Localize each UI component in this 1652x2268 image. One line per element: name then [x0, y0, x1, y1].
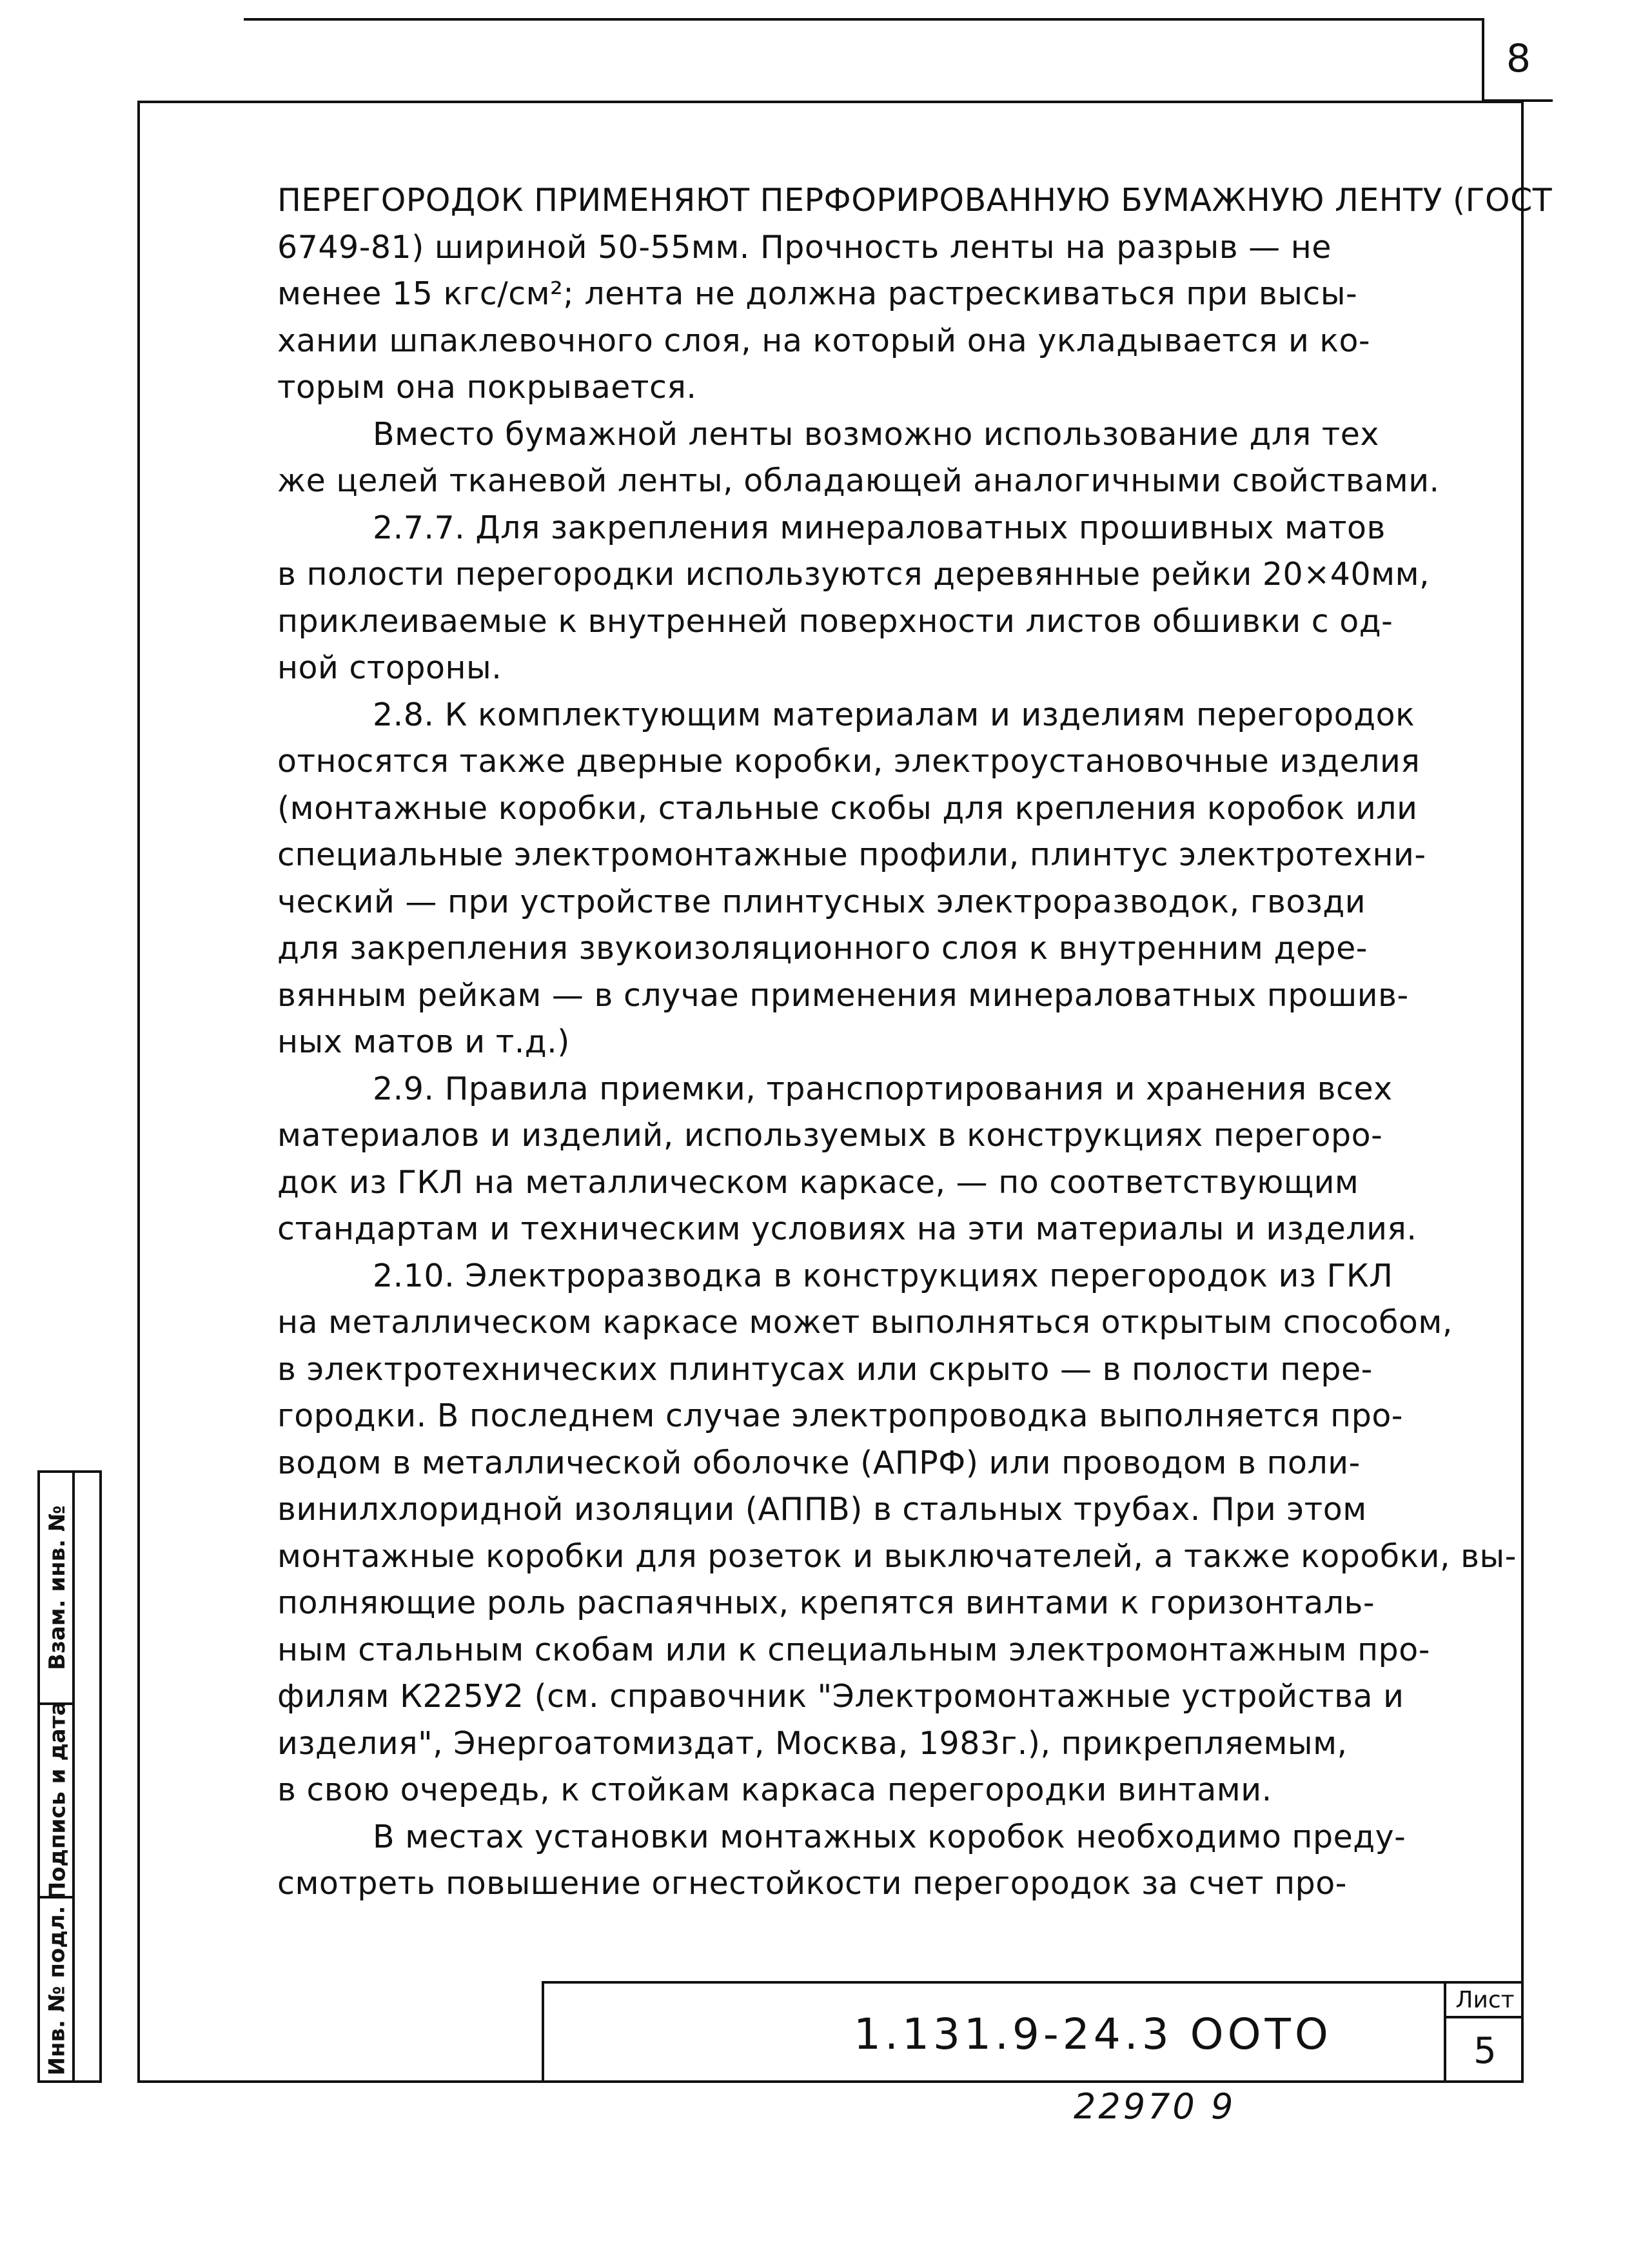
page-number: 8 [1482, 18, 1553, 102]
sheet-number: 5 [1473, 2029, 1497, 2072]
text-line: 2.10. Электроразводка в конструкциях перегородок из ГКЛ [373, 1257, 1393, 1294]
text-line: ческий — при устройстве плинтусных электроразводок, гвозди [277, 883, 1366, 920]
side-cell-vzam-inv [40, 1473, 75, 1705]
sheet-column [1444, 1984, 1524, 2083]
text-line: же целей тканевой ленты, обладающей аналогичными свойствами. [277, 462, 1440, 499]
text-line: 2.9. Правила приемки, транспортирования и хранения всех [373, 1070, 1393, 1107]
text-line: вянным рейкам — в случае применения минераловатных прошив- [277, 976, 1409, 1014]
text-line: в полости перегородки используются деревянные рейки 20×40мм, [277, 556, 1430, 593]
text-line: материалов и изделий, используемых в конструкциях перегоро- [277, 1117, 1383, 1154]
text-line: городки. В последнем случае электропроводка выполняется про- [277, 1397, 1403, 1434]
body-text [277, 177, 1553, 1908]
text-line: водом в металлической оболочке (АПРФ) или проводом в поли- [277, 1444, 1361, 1481]
text-line: филям К225У2 (см. справочник "Электромонтажные устройства и [277, 1678, 1404, 1715]
text-line: относятся также дверные коробки, электроустановочные изделия [277, 743, 1421, 780]
side-stamp-table [37, 1470, 102, 2083]
top-border-line [244, 18, 1482, 21]
sheet-label: Лист [1446, 1984, 1524, 2018]
side-label-inv-podl: Инв. № подл. [44, 1906, 70, 2076]
text-line: 2.7.7. Для закрепления минераловатных прошивных матов [373, 509, 1386, 546]
text-line: В местах установки монтажных коробок необходимо преду- [373, 1818, 1406, 1855]
text-line: Вместо бумажной ленты возможно использование для тех [373, 415, 1379, 453]
text-line: ным стальным скобам или к специальным электромонтажным про- [277, 1631, 1430, 1668]
side-stamp-label-column [40, 1473, 75, 2080]
text-line: менее 15 кгс/см²; лента не должна растрескиваться при высы- [277, 275, 1358, 312]
side-cell-signature-date [40, 1701, 75, 1900]
text-line: монтажные коробки для розеток и выключателей, а также коробки, вы- [277, 1537, 1517, 1575]
text-line: 6749-81) шириной 50-55мм. Прочность ленты на разрыв — не [277, 228, 1332, 266]
archive-stamp: 22970 9 [1074, 2086, 1236, 2127]
text-line: 2.8. К комплектующим материалам и изделиям перегородок [373, 696, 1415, 733]
text-line: на металлическом каркасе может выполняться открытым способом, [277, 1304, 1453, 1341]
text-line: ПЕРЕГОРОДОК ПРИМЕНЯЮТ ПЕРФОРИРОВАННУЮ БУМАЖНУЮ ЛЕНТУ (ГОСТ [277, 182, 1553, 219]
text-line: специальные электромонтажные профили, плинтус электротехни- [277, 836, 1426, 873]
text-line: ной стороны. [277, 649, 502, 686]
side-label-signature-date: Подпись и дата [44, 1701, 71, 1900]
text-line: док из ГКЛ на металлическом каркасе, — по соответствующим [277, 1163, 1359, 1201]
text-line: стандартам и техническим условиях на эти материалы и изделия. [277, 1210, 1417, 1247]
document-code: 1.131.9-24.3 ООТО [854, 2009, 1332, 2059]
title-block [542, 1981, 1524, 2083]
text-line: (монтажные коробки, стальные скобы для крепления коробок или [277, 789, 1418, 827]
text-line: в электротехнических плинтусах или скрыто — в полости пере- [277, 1350, 1373, 1388]
side-cell-inv-podl [40, 1898, 75, 2083]
text-line: винилхлоридной изоляции (АППВ) в стальных трубах. При этом [277, 1491, 1367, 1528]
text-line: приклеиваемые к внутренней поверхности листов обшивки с од- [277, 602, 1393, 640]
text-line: изделия", Энергоатомиздат, Москва, 1983г.), прикрепляемым, [277, 1724, 1348, 1762]
text-line: ных матов и т.д.) [277, 1023, 570, 1060]
text-line: в свою очередь, к стойкам каркаса перегородки винтами. [277, 1771, 1272, 1808]
text-line: торым она покрывается. [277, 369, 697, 406]
text-line: полняющие роль распаячных, крепятся винтами к горизонталь- [277, 1584, 1375, 1621]
side-label-vzam-inv: Взам. инв. № [44, 1505, 70, 1670]
text-line: смотреть повышение огнестойкости перегородок за счет про- [277, 1865, 1347, 1902]
text-line: хании шпаклевочного слоя, на который она укладывается и ко- [277, 322, 1371, 359]
text-line: для закрепления звукоизоляционного слоя к внутренним дере- [277, 930, 1368, 967]
